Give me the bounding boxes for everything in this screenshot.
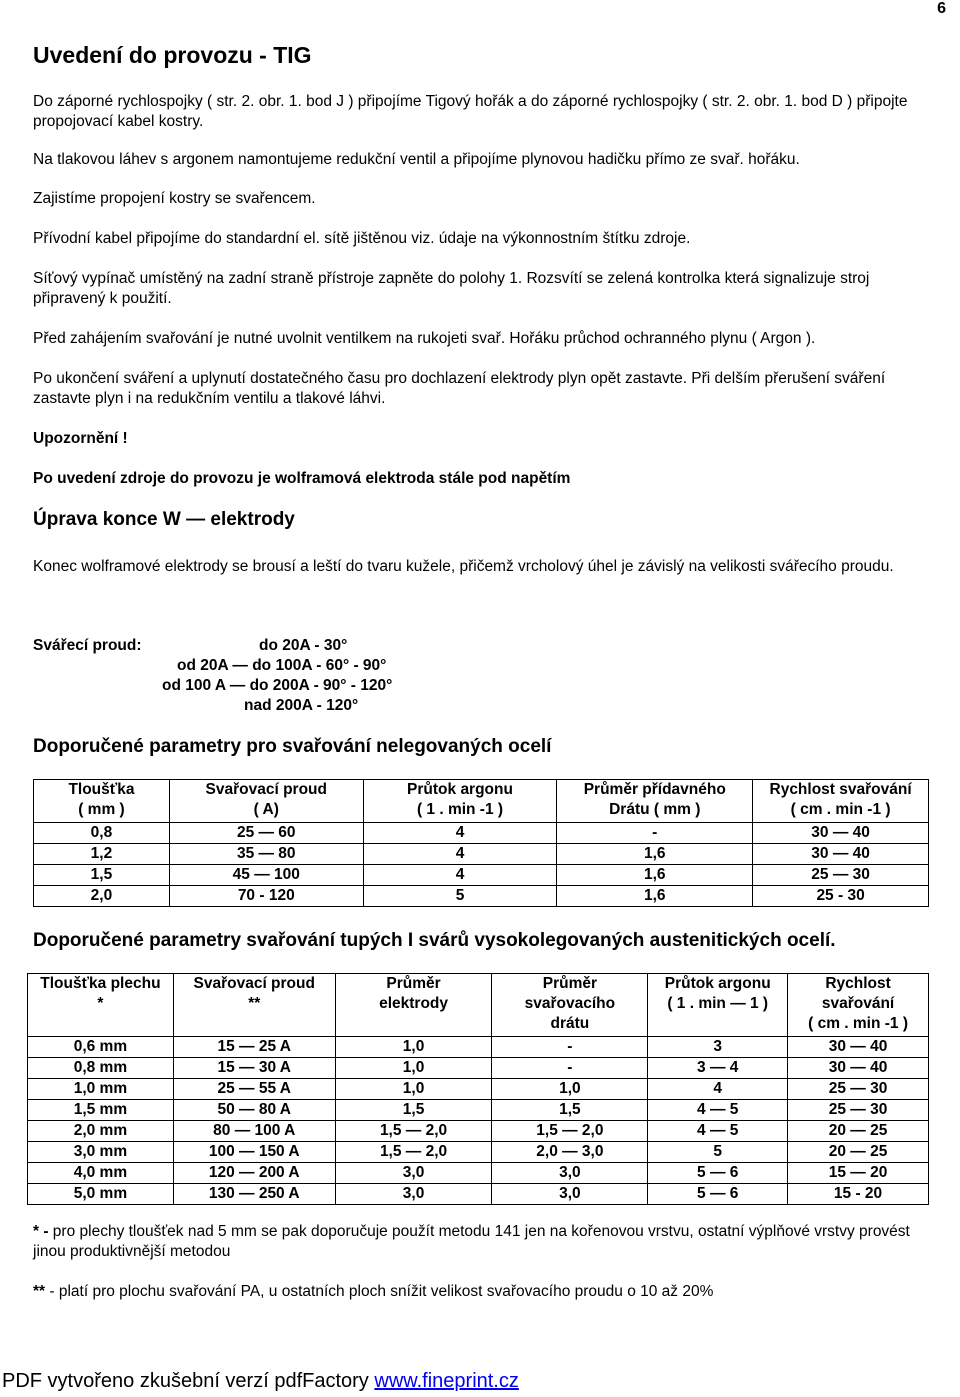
table-cell: 25 - 30 xyxy=(753,886,929,907)
table-cell: 3,0 xyxy=(492,1184,648,1205)
header-thickness: Tloušťka plechu * xyxy=(28,974,174,1037)
table-cell: 25 — 60 xyxy=(169,823,363,844)
table-cell: 25 — 30 xyxy=(788,1079,929,1100)
table-row xyxy=(28,1121,929,1142)
table-cell: 1,5 mm xyxy=(28,1100,174,1121)
table-cell: 1,5 — 2,0 xyxy=(335,1142,492,1163)
current-line-1: do 20A - 30° xyxy=(259,637,348,654)
table-row xyxy=(34,844,929,865)
paragraph-5: Síťový vypínač umístěný na zadní straně přístroje zapněte do polohy 1. Rozsvítí se zelená kontrolka která signalizuje stroj připravený k použití. xyxy=(33,270,870,307)
table-cell: 1,0 xyxy=(335,1058,492,1079)
header-wire-diameter: Průměr svařovacího drátu xyxy=(492,974,648,1037)
header-thickness: Tloušťka ( mm ) xyxy=(34,780,170,823)
table-cell: 30 — 40 xyxy=(753,844,929,865)
table-cell: 25 — 55 A xyxy=(173,1079,335,1100)
table-cell: 2,0 xyxy=(34,886,170,907)
table-cell: 1,5 — 2,0 xyxy=(492,1121,648,1142)
table-row xyxy=(28,1100,929,1121)
table-header-row xyxy=(34,780,929,823)
table-row xyxy=(28,1037,929,1058)
table-cell: 15 — 30 A xyxy=(173,1058,335,1079)
paragraph-2: Na tlakovou láhev s argonem namontujeme redukční ventil a připojíme plynovou hadičku přímo ze svař. hořáku. xyxy=(33,151,800,168)
table-cell: 35 — 80 xyxy=(169,844,363,865)
paragraph-7: Po ukončení sváření a uplynutí dostatečného času pro dochlazení elektrody plyn opět zastavte. Při delším přerušení sváření zastavte plyn i na redukčním ventilu a tlakové láhvi. xyxy=(33,370,886,407)
page-title: Uvedení do provozu - TIG xyxy=(33,42,312,68)
table-cell: 5,0 mm xyxy=(28,1184,174,1205)
paragraph-1: Do záporné rychlospojky ( str. 2. obr. 1. bod J ) připojíme Tigový hořák a do záporné rychlospojky ( str. 2. obr. 1. bod D ) připojte propojovací kabel kostry. xyxy=(33,93,908,130)
table-row xyxy=(28,1184,929,1205)
table-cell: 4,0 mm xyxy=(28,1163,174,1184)
header-argon-flow: Průtok argonu ( 1 . min -1 ) xyxy=(363,780,557,823)
header-speed: Rychlost svařování ( cm . min -1 ) xyxy=(753,780,929,823)
table-cell: 15 — 25 A xyxy=(173,1037,335,1058)
table-cell: 3,0 xyxy=(492,1163,648,1184)
pdf-footer xyxy=(2,1370,519,1393)
current-line-3: od 100 A — do 200A - 90° - 120° xyxy=(162,677,393,694)
fineprint-link[interactable]: www.fineprint.cz xyxy=(374,1370,519,1392)
header-electrode-diameter: Průměr elektrody xyxy=(335,974,492,1037)
table-cell: 3,0 mm xyxy=(28,1142,174,1163)
table-cell: 1,0 xyxy=(335,1037,492,1058)
table-cell: 5 xyxy=(363,886,557,907)
table-cell: 4 xyxy=(363,844,557,865)
table-cell: 1,6 xyxy=(557,865,753,886)
table-cell: 1,5 xyxy=(335,1100,492,1121)
table-row xyxy=(28,1058,929,1079)
table-cell: 3 xyxy=(648,1037,788,1058)
table-cell: 1,0 xyxy=(335,1079,492,1100)
table-cell: 50 — 80 A xyxy=(173,1100,335,1121)
table-nonalloy xyxy=(33,779,929,907)
table-cell: 4 xyxy=(363,823,557,844)
warning-label: Upozornění ! xyxy=(33,430,128,447)
paragraph-6: Před zahájením svařování je nutné uvolnit ventilkem na rukojeti svař. Hořáku průchod ochranného plynu ( Argon ). xyxy=(33,330,816,347)
footnote-2: ** - platí pro plochu svařování PA, u ostatních ploch snížit velikost svařovacího proudu o 10 až 20% xyxy=(33,1283,714,1300)
paragraph-3: Zajistíme propojení kostry se svařencem. xyxy=(33,190,316,207)
table-cell: 3 — 4 xyxy=(648,1058,788,1079)
current-line-2: od 20A — do 100A - 60° - 90° xyxy=(177,657,387,674)
page-number: 6 xyxy=(937,0,946,17)
table-cell: 4 xyxy=(648,1079,788,1100)
table-cell: 1,5 — 2,0 xyxy=(335,1121,492,1142)
table-cell: 0,8 xyxy=(34,823,170,844)
table-cell: 45 — 100 xyxy=(169,865,363,886)
table-cell: 0,8 mm xyxy=(28,1058,174,1079)
table-cell: 0,6 mm xyxy=(28,1037,174,1058)
table-row xyxy=(34,823,929,844)
table-cell: 4 xyxy=(363,865,557,886)
table-cell: - xyxy=(492,1058,648,1079)
table-cell: 1,5 xyxy=(34,865,170,886)
table-cell: 120 — 200 A xyxy=(173,1163,335,1184)
header-current: Svařovací proud ( A) xyxy=(169,780,363,823)
table-cell: 30 — 40 xyxy=(788,1037,929,1058)
table-row xyxy=(28,1142,929,1163)
table-cell: 130 — 250 A xyxy=(173,1184,335,1205)
paragraph-4: Přívodní kabel připojíme do standardní el. sítě jištěnou viz. údaje na výkonnostním štítku zdroje. xyxy=(33,230,691,247)
table2-title: Doporučené parametry svařování tupých I svárů vysokolegovaných austenitických ocelí. xyxy=(33,930,836,951)
table-cell: 15 - 20 xyxy=(788,1184,929,1205)
table-cell: 1,5 xyxy=(492,1100,648,1121)
table-row xyxy=(28,1079,929,1100)
table-cell: 2,0 mm xyxy=(28,1121,174,1142)
table-row xyxy=(34,865,929,886)
table-austenitic xyxy=(27,973,929,1205)
header-filler-diameter: Průměr přídavného Drátu ( mm ) xyxy=(557,780,753,823)
table-cell: 3,0 xyxy=(335,1184,492,1205)
header-argon-flow: Průtok argonu ( 1 . min — 1 ) xyxy=(648,974,788,1037)
electrode-paragraph: Konec wolframové elektrody se brousí a leští do tvaru kužele, přičemž vrcholový úhel je závislý na velikosti svářecího proudu. xyxy=(33,558,894,575)
table-cell: 15 — 20 xyxy=(788,1163,929,1184)
section-title-electrode: Úprava konce W — elektrody xyxy=(33,509,295,530)
current-label: Svářecí proud: xyxy=(33,637,142,654)
table-cell: 5 — 6 xyxy=(648,1184,788,1205)
table-cell: 5 xyxy=(648,1142,788,1163)
table-cell: 80 — 100 A xyxy=(173,1121,335,1142)
table-cell: 1,2 xyxy=(34,844,170,865)
table-cell: 1,0 xyxy=(492,1079,648,1100)
current-line-4: nad 200A - 120° xyxy=(244,697,359,714)
table-header-row xyxy=(28,974,929,1037)
table-cell: 20 — 25 xyxy=(788,1142,929,1163)
table-cell: 2,0 — 3,0 xyxy=(492,1142,648,1163)
table-cell: 30 — 40 xyxy=(753,823,929,844)
table-row xyxy=(34,886,929,907)
table-cell: 4 — 5 xyxy=(648,1100,788,1121)
table-cell: - xyxy=(492,1037,648,1058)
header-speed: Rychlost svařování ( cm . min -1 ) xyxy=(788,974,929,1037)
table-cell: 1,6 xyxy=(557,886,753,907)
table-cell: 3,0 xyxy=(335,1163,492,1184)
table-cell: 25 — 30 xyxy=(788,1100,929,1121)
footer-text: PDF vytvořeno zkušební verzí pdfFactory xyxy=(2,1370,375,1392)
table-cell: 5 — 6 xyxy=(648,1163,788,1184)
warning-text: Po uvedení zdroje do provozu je wolframová elektroda stále pod napětím xyxy=(33,470,571,487)
table-cell: - xyxy=(557,823,753,844)
footnote-1: * - pro plechy tloušťek nad 5 mm se pak doporučuje použít metodu 141 jen na kořenovou vrstvu, ostatní výplňové vrstvy provést jinou produktivnější metodou xyxy=(33,1223,910,1260)
table-cell: 25 — 30 xyxy=(753,865,929,886)
table-cell: 100 — 150 A xyxy=(173,1142,335,1163)
table1-title: Doporučené parametry pro svařování nelegovaných ocelí xyxy=(33,736,552,757)
table-cell: 20 — 25 xyxy=(788,1121,929,1142)
table-cell: 30 — 40 xyxy=(788,1058,929,1079)
table-cell: 4 — 5 xyxy=(648,1121,788,1142)
table-row xyxy=(28,1163,929,1184)
header-current: Svařovací proud ** xyxy=(173,974,335,1037)
table-cell: 1,0 mm xyxy=(28,1079,174,1100)
table-cell: 70 - 120 xyxy=(169,886,363,907)
table-cell: 1,6 xyxy=(557,844,753,865)
